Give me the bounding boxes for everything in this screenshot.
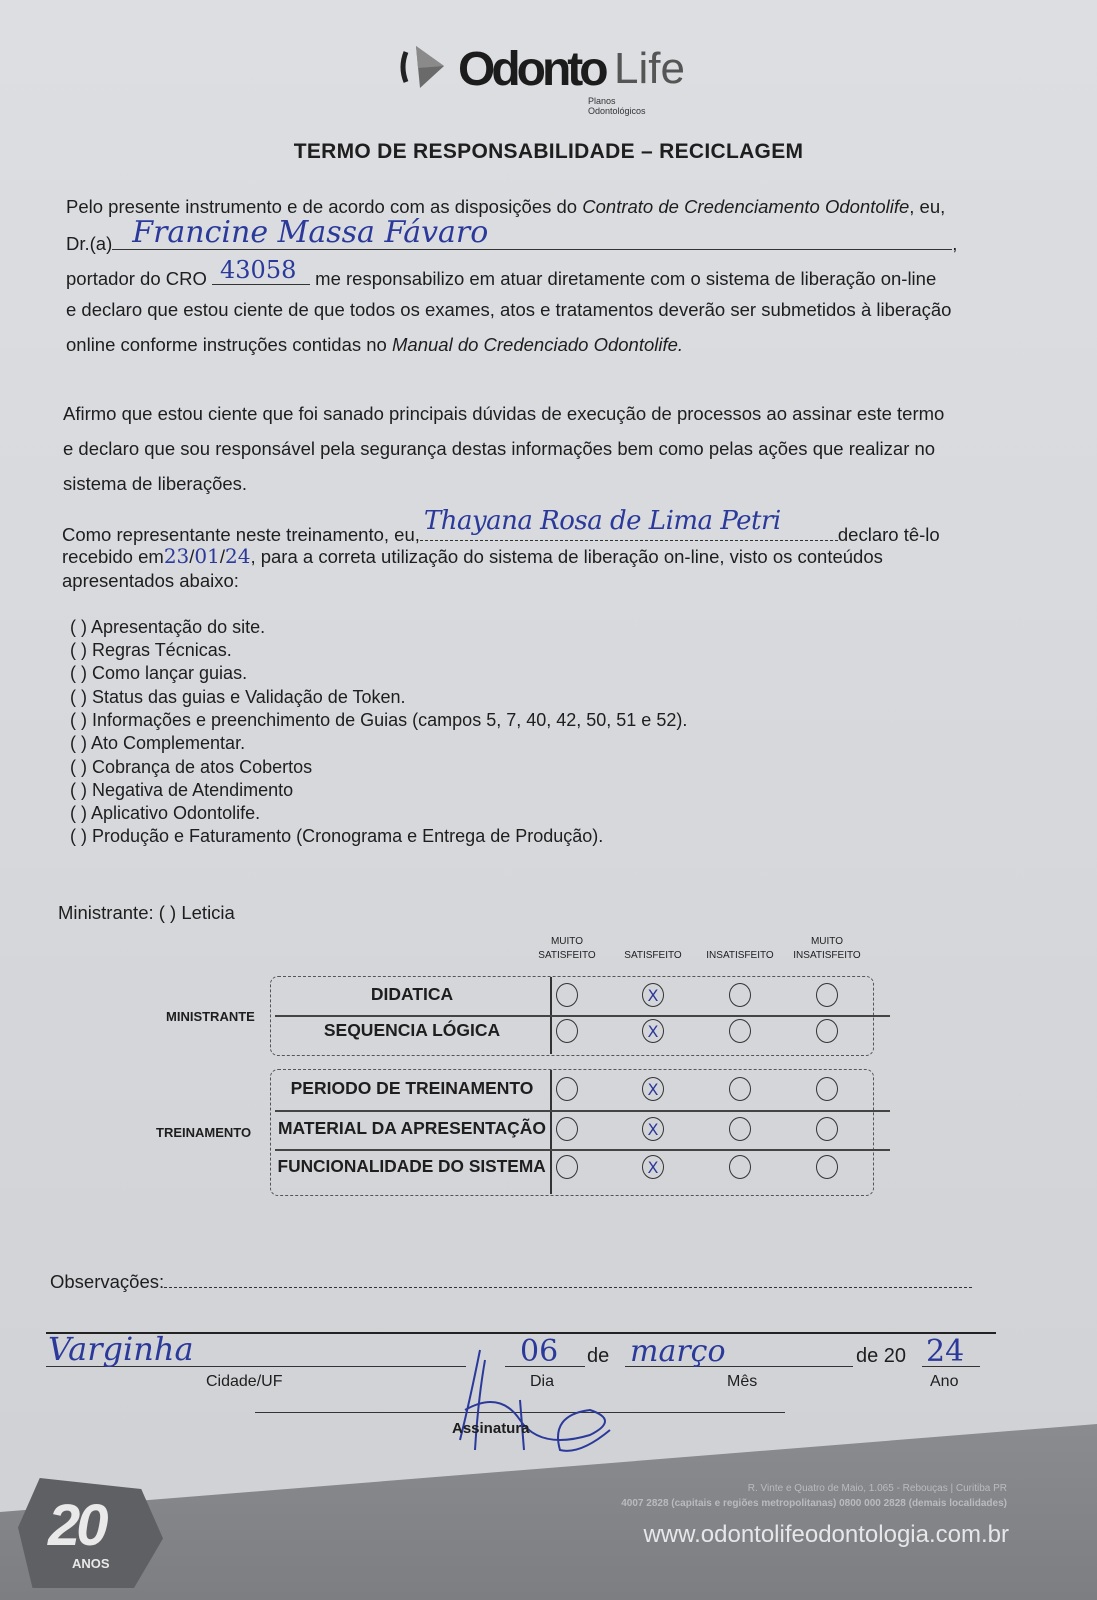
de-text: de: [587, 1345, 610, 1367]
training-month: 01: [194, 544, 220, 568]
col-satisfeito: SATISFEITO: [624, 950, 682, 961]
rating-option[interactable]: [816, 1019, 838, 1043]
checklist-item[interactable]: ( ) Status das guias e Validação de Token.: [70, 687, 406, 707]
checklist-item[interactable]: ( ) Apresentação do site.: [70, 617, 266, 637]
rating-option-selected[interactable]: X: [642, 1155, 664, 1179]
col-muito-insatisfeito: MUITO INSATISFEITO: [793, 936, 861, 961]
rating-option[interactable]: [816, 1077, 838, 1101]
rating-option[interactable]: [729, 1117, 751, 1141]
rating-criterion-label: SEQUENCIA LÓGICA: [323, 1020, 501, 1040]
signature-label: Assinatura: [452, 1420, 530, 1437]
rating-criterion-label: FUNCIONALIDADE DO SISTEMA: [277, 1156, 547, 1176]
rating-option[interactable]: [816, 983, 838, 1007]
day-label: Dia: [530, 1373, 555, 1390]
dentist-name-handwritten: Francine Massa Fávaro: [132, 215, 489, 250]
city-handwritten: Varginha: [48, 1330, 194, 1368]
rating-option-selected[interactable]: X: [642, 983, 664, 1007]
dentist-name-field: Dr.(a) Francine Massa Fávaro ,: [66, 215, 958, 254]
checklist-item[interactable]: ( ) Aplicativo Odontolife.: [70, 803, 261, 823]
year-prefix: de 20: [856, 1345, 907, 1367]
checklist-item[interactable]: ( ) Produção e Faturamento (Cronograma e Entrega de Produção).: [70, 826, 604, 846]
group-label-ministrante: MINISTRANTE: [166, 1009, 255, 1024]
para2-line3: sistema de liberações.: [63, 473, 248, 494]
rating-option[interactable]: [556, 983, 578, 1007]
rating-criterion-label: DIDATICA: [370, 984, 454, 1004]
rating-criterion: [276, 1078, 548, 1100]
rating-option-selected[interactable]: X: [642, 1019, 664, 1043]
rating-option[interactable]: [816, 1117, 838, 1141]
rating-option-selected[interactable]: X: [642, 1117, 664, 1141]
para3-line3: apresentados abaixo:: [62, 570, 239, 591]
rating-option[interactable]: [729, 1155, 751, 1179]
year-label: Ano: [930, 1373, 959, 1390]
rating-option[interactable]: [556, 1077, 578, 1101]
rating-option[interactable]: [556, 1019, 578, 1043]
divider: [275, 1015, 890, 1017]
checklist-item[interactable]: ( ) Cobrança de atos Cobertos: [70, 757, 313, 777]
logo-mark-icon: [398, 44, 448, 90]
day-handwritten: 06: [520, 1334, 559, 1369]
para1-line3: portador do CRO 43058 me responsabilizo em atuar diretamente com o sistema de liberação on-line: [66, 256, 937, 289]
rating-criterion-label: MATERIAL DA APRESENTAÇÃO: [277, 1118, 546, 1138]
col-insatisfeito: INSATISFEITO: [706, 950, 774, 961]
rating-criterion: [276, 984, 548, 1006]
rating-criterion: [276, 1020, 548, 1042]
para1-line4: e declaro que estou ciente de que todos os exames, atos e tratamentos deverão ser submetidos à liberação: [66, 299, 952, 320]
observacoes-field[interactable]: Observações:: [50, 1271, 972, 1293]
group-label-treinamento: TREINAMENTO: [156, 1125, 252, 1140]
month-label: Mês: [727, 1373, 758, 1390]
rating-option-selected[interactable]: X: [642, 1077, 664, 1101]
checklist-item[interactable]: ( ) Negativa de Atendimento: [70, 780, 294, 800]
para2-line2: e declaro que sou responsável pela segurança destas informações bem como pelas ações que realizar no: [63, 438, 936, 459]
checklist-item[interactable]: ( ) Informações e preenchimento de Guias (campos 5, 7, 40, 42, 50, 51 e 52).: [70, 710, 688, 730]
rating-option[interactable]: [556, 1117, 578, 1141]
city-label: Cidade/UF: [206, 1373, 283, 1390]
signature-scribble-icon: [440, 1340, 630, 1460]
rating-option[interactable]: [556, 1155, 578, 1179]
badge-number: 20: [48, 1493, 105, 1558]
para3-line1: Como representante neste treinamento, eu, Thayana Rosa de Lima Petri declaro tê-lo: [62, 506, 940, 545]
rating-criterion: [276, 1118, 548, 1140]
rating-option[interactable]: [729, 1019, 751, 1043]
cro-number-handwritten: 43058: [220, 256, 297, 284]
para3-line2: recebido em23/01/24, para a correta utilização do sistema de liberação on-line, visto os conteúdos: [62, 544, 883, 568]
badge-label: ANOS: [72, 1556, 110, 1571]
representative-name-handwritten: Thayana Rosa de Lima Petri: [423, 506, 781, 536]
para2-line1: Afirmo que estou ciente que foi sanado principais dúvidas de execução de processos ao assinar este termo: [63, 403, 945, 424]
year-handwritten: 24: [926, 1334, 965, 1369]
training-day: 23: [163, 544, 190, 568]
para1-line5: online conforme instruções contidas no Manual do Credenciado Odontolife.: [66, 334, 684, 355]
divider: [550, 1070, 552, 1194]
checklist-item[interactable]: ( ) Ato Complementar.: [70, 733, 246, 753]
ministrante-label: Ministrante: ( ) Leticia: [58, 902, 235, 923]
footer-phones: 4007 2828 (capitais e regiões metropolitanas) 0800 000 2828 (demais localidades): [621, 1498, 1007, 1509]
divider: [275, 1149, 890, 1151]
rating-criterion: [276, 1156, 548, 1178]
footer-address: R. Vinte e Quatro de Maio, 1.065 - Rebouças | Curitiba PR: [747, 1483, 1007, 1494]
training-year: 24: [225, 544, 251, 568]
para1-line1: Pelo presente instrumento e de acordo com as disposições do Contrato de Credenciamento Odontolife, eu,: [66, 196, 946, 217]
divider: [275, 1110, 890, 1112]
rating-option[interactable]: [816, 1155, 838, 1179]
col-muito-satisfeito: MUITO SATISFEITO: [538, 936, 596, 961]
footer-website[interactable]: www.odontolifeodontologia.com.br: [643, 1521, 1009, 1548]
rating-criterion-label: PERIODO DE TREINAMENTO: [290, 1078, 534, 1098]
checklist-item[interactable]: ( ) Regras Técnicas.: [70, 640, 232, 660]
rating-option[interactable]: [729, 1077, 751, 1101]
month-handwritten: março: [630, 1334, 726, 1369]
document-title: TERMO DE RESPONSABILIDADE – RECICLAGEM: [293, 140, 804, 163]
rating-option[interactable]: [729, 983, 751, 1007]
checklist-item[interactable]: ( ) Como lançar guias.: [70, 663, 248, 683]
